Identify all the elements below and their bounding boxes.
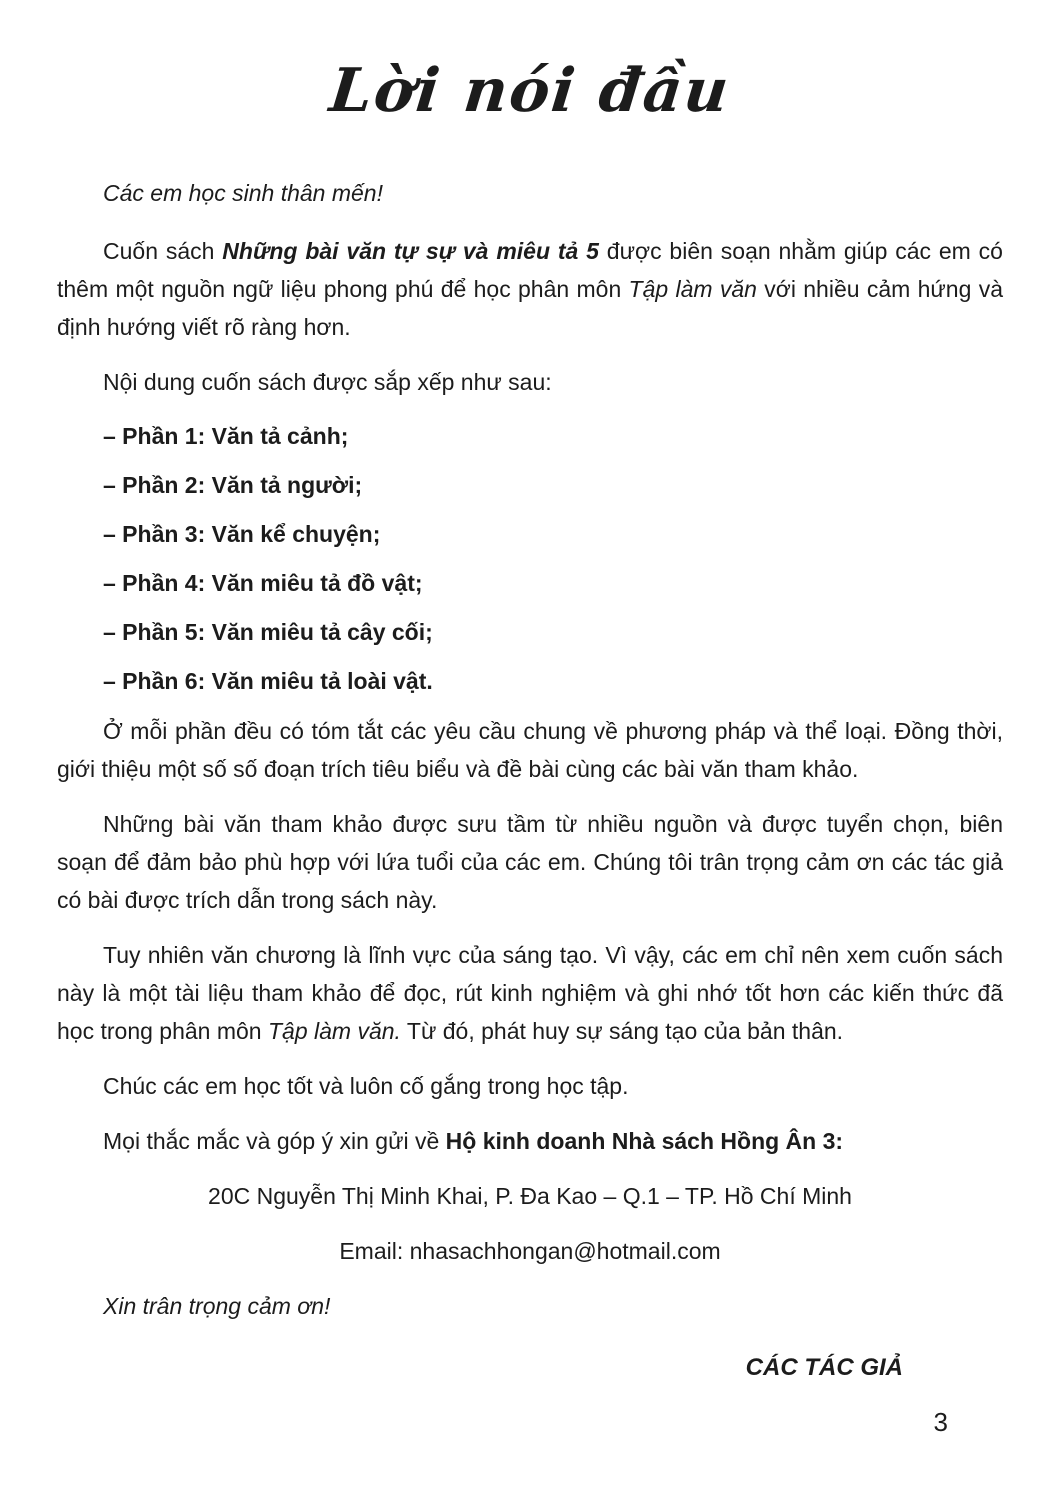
publisher-email: Email: nhasachhongan@hotmail.com [339,1238,721,1264]
publisher-address: 20C Nguyễn Thị Minh Khai, P. Đa Kao – Q.1 – TP. Hồ Chí Minh [208,1183,852,1209]
subject-name-text: Tập làm văn. [267,1018,401,1044]
salutation: Các em học sinh thân mến! [103,180,383,206]
closing-thanks: Xin trân trọng cảm ơn! [103,1293,331,1319]
text-segment: Tuy nhiên văn chương là lĩnh vực của sáng tạo. Vì vậy, các em chỉ nên xem cuốn sách này là một tài liệu tham khảo để đọc, rút kinh nghiệm và ghi nhớ tốt hơn các kiến thức đã học trong phân môn [57,942,1003,1044]
wish-paragraph: Chúc các em học tốt và luôn cố gắng trong học tập. [103,1073,629,1099]
text-segment: với nhiều cảm hứng và định hướng viết rõ ràng hơn. [57,276,1003,340]
sources-paragraph: Những bài văn tham khảo được sưu tầm từ nhiều nguồn và được tuyển chọn, biên soạn để đảm bảo phù hợp với lứa tuổi của các em. Chúng tôi trân trọng cảm ơn các tác giả có bài được trích dẫn trong sách này. [57,811,1003,913]
toc-item-1: – Phần 1: Văn tả cảnh; [103,423,349,449]
page-number: 3 [933,1407,948,1437]
text-segment: Mọi thắc mắc và góp ý xin gửi về [103,1128,446,1154]
subject-name-text: Tập làm văn [628,276,757,302]
toc-item-3: – Phần 3: Văn kể chuyện; [103,521,381,547]
intro-paragraph [57,232,1003,346]
toc-item-5: – Phần 5: Văn miêu tả cây cối; [103,619,433,645]
text-segment: Cuốn sách [103,238,223,264]
table-of-contents [57,418,1003,699]
publisher-name-text: Hộ kinh doanh Nhà sách Hồng Ân 3: [445,1128,844,1154]
text-segment: được biên soạn nhằm giúp các em có thêm một nguồn ngữ liệu phong phú để học phân môn [57,238,1003,302]
structure-paragraph: Ở mỗi phần đều có tóm tắt các yêu cầu chung về phương pháp và thể loại. Đồng thời, giới thiệu một số số đoạn trích tiêu biểu và đề bài cùng các bài văn tham khảo. [57,718,1003,782]
authors-signature: CÁC TÁC GIẢ [745,1354,903,1381]
toc-intro: Nội dung cuốn sách được sắp xếp như sau: [103,369,552,395]
text-segment: Từ đó, phát huy sự sáng tạo của bản thân. [400,1018,844,1044]
book-title-text: Những bài văn tự sự và miêu tả 5 [222,238,599,264]
page-title: Lời nói đầu [326,56,734,126]
contact-paragraph [57,1122,1003,1160]
toc-item-4: – Phần 4: Văn miêu tả đồ vật; [103,570,423,596]
toc-item-2: – Phần 2: Văn tả người; [103,472,363,498]
toc-item-6: – Phần 6: Văn miêu tả loài vật. [103,668,433,694]
advice-paragraph [57,936,1003,1050]
